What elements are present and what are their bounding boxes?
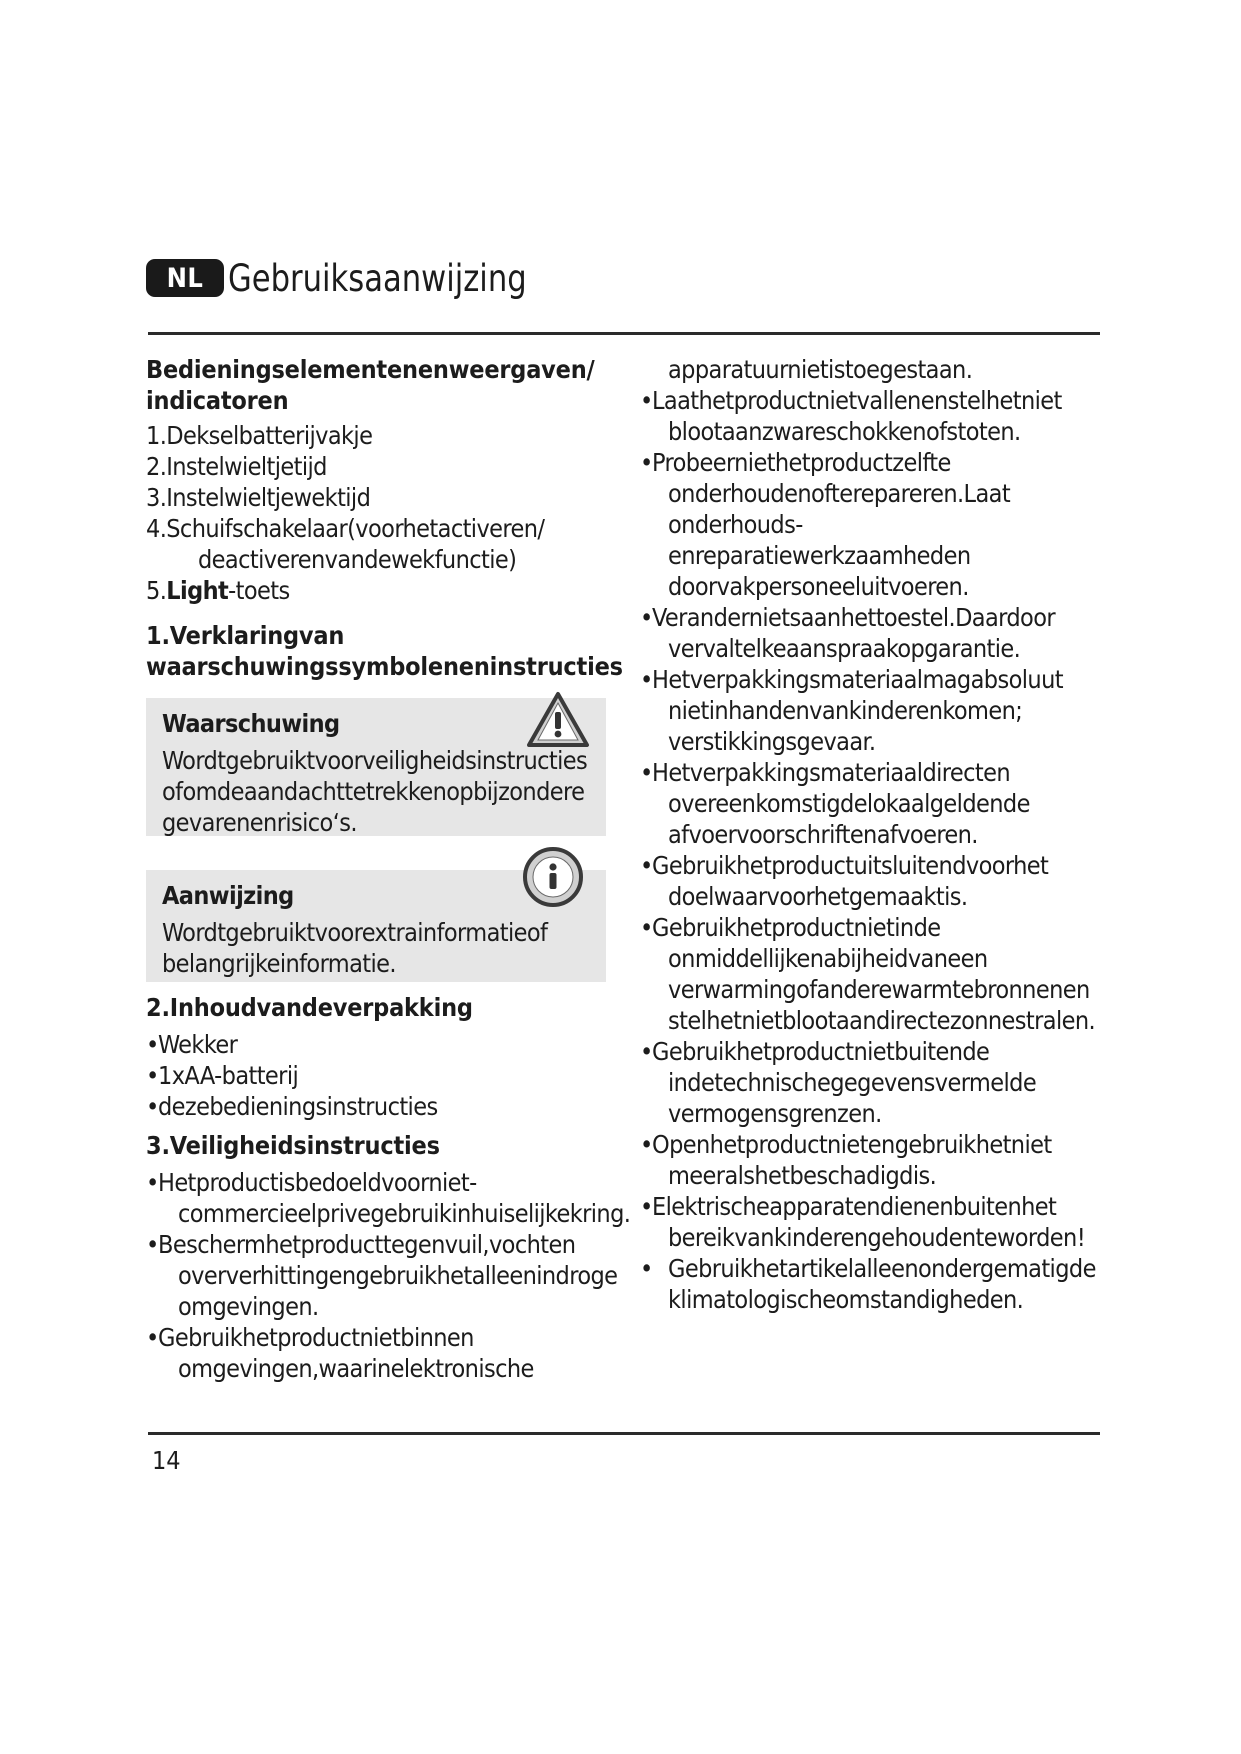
list-item-text: dezebedieningsinstructies: [158, 1092, 438, 1121]
left-column: [146, 354, 631, 1392]
info-title: Aanwijzing: [162, 881, 294, 910]
list-item: [640, 757, 1100, 788]
bullet-glyph: •: [146, 1323, 159, 1352]
warning-triangle-icon: [526, 690, 590, 750]
list-item: [640, 664, 1100, 695]
bullet-glyph: •: [640, 1192, 653, 1221]
warning-box: [146, 698, 606, 836]
list-item: [640, 1036, 1100, 1067]
list-item-continuation: vervaltelkeaanspraakopgarantie.: [668, 634, 1021, 663]
controls-title-line: indicatoren: [146, 386, 289, 415]
list-item-text: Gebruikhetartikelalleenondergematigde: [668, 1254, 1096, 1283]
list-item-continuation: klimatologischeomstandigheden.: [668, 1285, 1024, 1314]
item-number: 5.: [146, 576, 167, 605]
footer-divider: [148, 1432, 1100, 1435]
bullet-glyph: •: [640, 665, 653, 694]
list-item: 3.Instelwieltjewektijd: [146, 483, 371, 512]
list-item-text: Wekker: [158, 1030, 238, 1059]
list-item-text: Elektrischeapparatendienenbuitenhet: [652, 1192, 1057, 1221]
list-item: [146, 1167, 616, 1198]
list-item-text: Laathetproductnietvallenenstelhetniet: [652, 386, 1062, 415]
list-item-continuation: stelhetnietblootaandirectezonnestralen.: [668, 1006, 1096, 1035]
list-item: [146, 1060, 616, 1091]
list-item-text: Hetproductisbedoeldvoorniet-: [158, 1168, 477, 1197]
list-item: [640, 385, 1100, 416]
page-number: 14: [152, 1446, 181, 1475]
list-item: [146, 1229, 616, 1260]
list-item-continuation: commercieelprivegebruikinhuiselijkekring.: [178, 1199, 631, 1228]
bullet-glyph: •: [640, 1130, 653, 1159]
list-item: [146, 1322, 616, 1353]
list-item-text: Gebruikhetproductnietbinnen: [158, 1323, 474, 1352]
list-item-continuation: nietinhandenvankinderenkomen;: [668, 696, 1023, 725]
bullet-glyph: •: [146, 1061, 159, 1090]
info-text: [162, 917, 590, 979]
list-item-text: Probeerniethetproductzelfte: [652, 448, 951, 477]
bullet-glyph: •: [146, 1092, 159, 1121]
list-item-continuation: doelwaarvoorhetgemaaktis.: [668, 882, 968, 911]
list-item: [640, 447, 1100, 478]
bullet-glyph: •: [640, 1254, 653, 1283]
list-item-continuation: vermogensgrenzen.: [668, 1099, 882, 1128]
list-item: [640, 1191, 1100, 1222]
list-item-continuation: verstikkingsgevaar.: [668, 727, 876, 756]
list-item-continuation: meeralshetbeschadigdis.: [668, 1161, 937, 1190]
info-circle-icon: [522, 846, 584, 908]
section2-title: 2.Inhoudvandeverpakking: [146, 993, 473, 1022]
bullet-glyph: •: [146, 1230, 159, 1259]
bullet-glyph: •: [640, 1037, 653, 1066]
list-item-continuation: blootaanzwareschokkenofstoten.: [668, 417, 1021, 446]
info-box: [146, 870, 606, 982]
list-item-continuation: bereikvankinderengehoudenteworden!: [668, 1223, 1086, 1252]
list-item-continuation: omgevingen,waarinelektronische: [178, 1354, 534, 1383]
document-title: Gebruiksaanwijzing: [228, 256, 527, 300]
list-item: [146, 1029, 616, 1060]
bullet-glyph: •: [640, 758, 653, 787]
list-item-text: 1xAA-batterij: [158, 1061, 299, 1090]
list-item-continuation: indetechnischegegevensvermelde: [668, 1068, 1037, 1097]
list-item-continuation: onderhoudenofterepareren.Laat: [668, 479, 1011, 508]
list-item-continuation: omgevingen.: [178, 1292, 319, 1321]
bullet-glyph: •: [146, 1030, 159, 1059]
list-item-text: Openhetproductnietengebruikhetniet: [652, 1130, 1052, 1159]
list-item-text: Gebruikhetproductnietinde: [652, 913, 941, 942]
list-item: [146, 1091, 616, 1122]
info-text-line: belangrijkeinformatie.: [162, 949, 396, 978]
bullet-glyph: •: [146, 1168, 159, 1197]
controls-title: [146, 354, 616, 416]
bullet-glyph: •: [640, 603, 653, 632]
list-item-continuation: afvoervoorschriftenafvoeren.: [668, 820, 978, 849]
list-item-text: Hetverpakkingsmateriaalmagabsoluut: [652, 665, 1063, 694]
language-badge: NL: [146, 259, 224, 297]
list-item-continuation: doorvakpersoneeluitvoeren.: [668, 572, 969, 601]
list-item-text: Gebruikhetproductuitsluitendvoorhet: [652, 851, 1049, 880]
warning-text: [162, 745, 590, 838]
list-item: [640, 1129, 1100, 1160]
warning-text-line: gevarenenrisico‘s.: [162, 808, 357, 837]
list-item: [146, 575, 616, 606]
safety-list-right: [640, 354, 1100, 1253]
section1-title: [146, 620, 623, 682]
safety-list-left: [146, 1167, 631, 1384]
list-item-continuation: deactiverenvandewekfunctie): [198, 545, 517, 574]
light-key-label: Light: [166, 576, 229, 605]
list-item: [640, 1253, 1100, 1284]
list-item: 2.Instelwieltjetijd: [146, 452, 327, 481]
section1-title-line: 1.Verklaringvan: [146, 621, 345, 650]
list-item-continuation: verwarmingofanderewarmtebronnenen: [668, 975, 1090, 1004]
list-item: [640, 912, 1100, 943]
info-text-line: Wordtgebruiktvoorextrainformatieof: [162, 918, 548, 947]
section3-title: 3.Veiligheidsinstructies: [146, 1131, 440, 1160]
list-item: [640, 602, 1100, 633]
section1-title-line: waarschuwingssymboleneninstructies: [146, 652, 623, 681]
list-item-continuation: onderhouds-enreparatiewerkzaamheden: [668, 510, 971, 570]
bullet-glyph: •: [640, 386, 653, 415]
package-contents-list: [146, 1029, 616, 1122]
item-suffix: -toets: [228, 576, 290, 605]
list-item-text: Gebruikhetproductnietbuitende: [652, 1037, 990, 1066]
warning-text-line: Wordtgebruiktvoorveiligheidsinstructies: [162, 746, 588, 775]
list-item-continuation: overeenkomstigdelokaalgeldende: [668, 789, 1030, 818]
controls-title-line: Bedieningselementenenweergaven/: [146, 355, 595, 384]
bullet-glyph: •: [640, 913, 653, 942]
bullet-glyph: •: [640, 448, 653, 477]
controls-list: [146, 420, 616, 606]
list-item-continuation: onmiddellijkenabijheidvaneen: [668, 944, 988, 973]
list-item: [640, 850, 1100, 881]
list-item-continuation: oververhittingengebruikhetalleenindroge: [178, 1261, 618, 1290]
list-item: 4.Schuifschakelaar(voorhetactiveren/: [146, 514, 545, 543]
list-item-text: Verandernietsaanhettoestel.Daardoor: [652, 603, 1056, 632]
header-divider: [148, 332, 1100, 335]
bullet-glyph: •: [640, 851, 653, 880]
warning-text-line: ofomdeaandachttetrekkenopbijzondere: [162, 777, 585, 806]
warning-title: Waarschuwing: [162, 709, 340, 738]
list-item-continuation: apparatuurnietistoegestaan.: [668, 355, 973, 384]
list-item-text: Hetverpakkingsmateriaaldirecten: [652, 758, 1010, 787]
list-item-text: Beschermhetproducttegenvuil,vochten: [158, 1230, 576, 1259]
page-header: [146, 258, 553, 298]
list-item: 1.Dekselbatterijvakje: [146, 421, 373, 450]
right-column: [640, 354, 1100, 1315]
